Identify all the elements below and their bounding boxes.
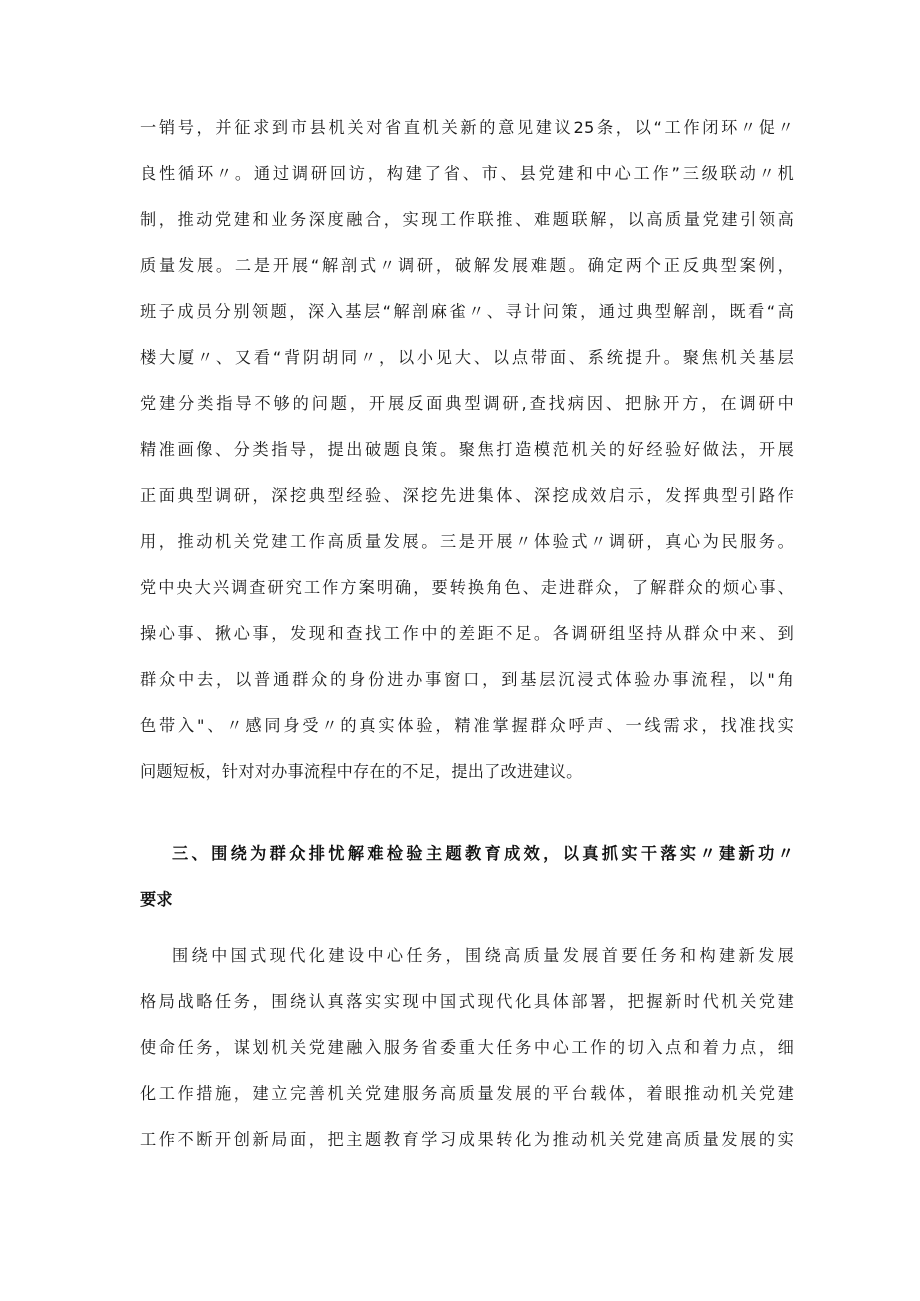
section-heading [172,831,794,877]
text-line: 党建分类指导不够的问题，开展反面典型调研,查找病因、把脉开方，在调研中 [140,394,794,413]
text-line: 良性循环〃。通过调研回访，构建了省、市、县党建和中心工作”三级联动〃机 [140,164,794,183]
text-line: 质量发展。二是开展“解剖式〃调研，破解发展难题。确定两个正反典型案例， [140,256,794,275]
heading-paragraph [140,877,794,923]
text-line: 用，推动机关党建工作高质量发展。三是开展〃体验式〃调研，真心为民服务。 [140,532,794,551]
text-line: 精准画像、分类指导，提出破题良策。聚焦打造模范机关的好经验好做法，开展 [140,440,794,459]
heading-line: 三、围绕为群众排忧解难检验主题教育成效，以真抓实干落实〃建新功〃 [172,844,794,863]
body-paragraph [140,105,794,795]
text-line: 操心事、揪心事，发现和查找工作中的差距不足。各调研组坚持从群众中来、到 [140,624,794,643]
text-line: 群众中去，以普通群众的身份进办事窗口，到基层沉浸式体验办事流程，以"角 [140,670,794,689]
text-line: 色带入"、〃感同身受〃的真实体验，精准掌握群众呼声、一线需求，找准找实 [140,716,794,735]
heading-paragraph [172,831,794,877]
section-heading-continuation [140,877,794,923]
text-line: 楼大厦〃、又看“背阴胡同〃，以小见大、以点带面、系统提升。聚焦机关基层 [140,348,794,367]
text-line: 班子成员分别领题，深入基层“解剖麻雀〃、寻计问策，通过典型解剖，既看“高 [140,302,794,321]
text-line: 化工作措施，建立完善机关党建服务高质量发展的平台载体，着眼推动机关党建 [140,1084,794,1103]
text-line: 工作不断开创新局面，把主题教育学习成果转化为推动机关党建高质量发展的实 [140,1130,794,1149]
text-line: 一销号，并征求到市县机关对省直机关新的意见建议25条，以“工作闭环〃促〃 [140,118,794,137]
text-line: 格局战略任务，围绕认真落实实现中国式现代化具体部署，把握新时代机关党建 [140,992,794,1011]
body-paragraph [172,933,794,979]
paragraph-body [140,979,794,1163]
body-paragraph [140,979,794,1163]
text-line: 问题短板，针对对办事流程中存在的不足，提出了改进建议。 [140,762,583,781]
paragraph-continuation [140,105,794,795]
text-line: 使命任务，谋划机关党建融入服务省委重大任务中心工作的切入点和着力点，细 [140,1038,794,1057]
heading-line: 要求 [140,890,173,909]
text-line: 正面典型调研，深挖典型经验、深挖先进集体、深挖成效启示，发挥典型引路作 [140,486,794,505]
text-line: 制，推动党建和业务深度融合，实现工作联推、难题联解，以高质量党建引领高 [140,210,794,229]
text-line: 围绕中国式现代化建设中心任务，围绕高质量发展首要任务和构建新发展 [172,946,794,965]
paragraph-first-line [172,933,794,979]
text-line: 党中央大兴调查研究工作方案明确，要转换角色、走进群众，了解群众的烦心事、 [140,578,794,597]
